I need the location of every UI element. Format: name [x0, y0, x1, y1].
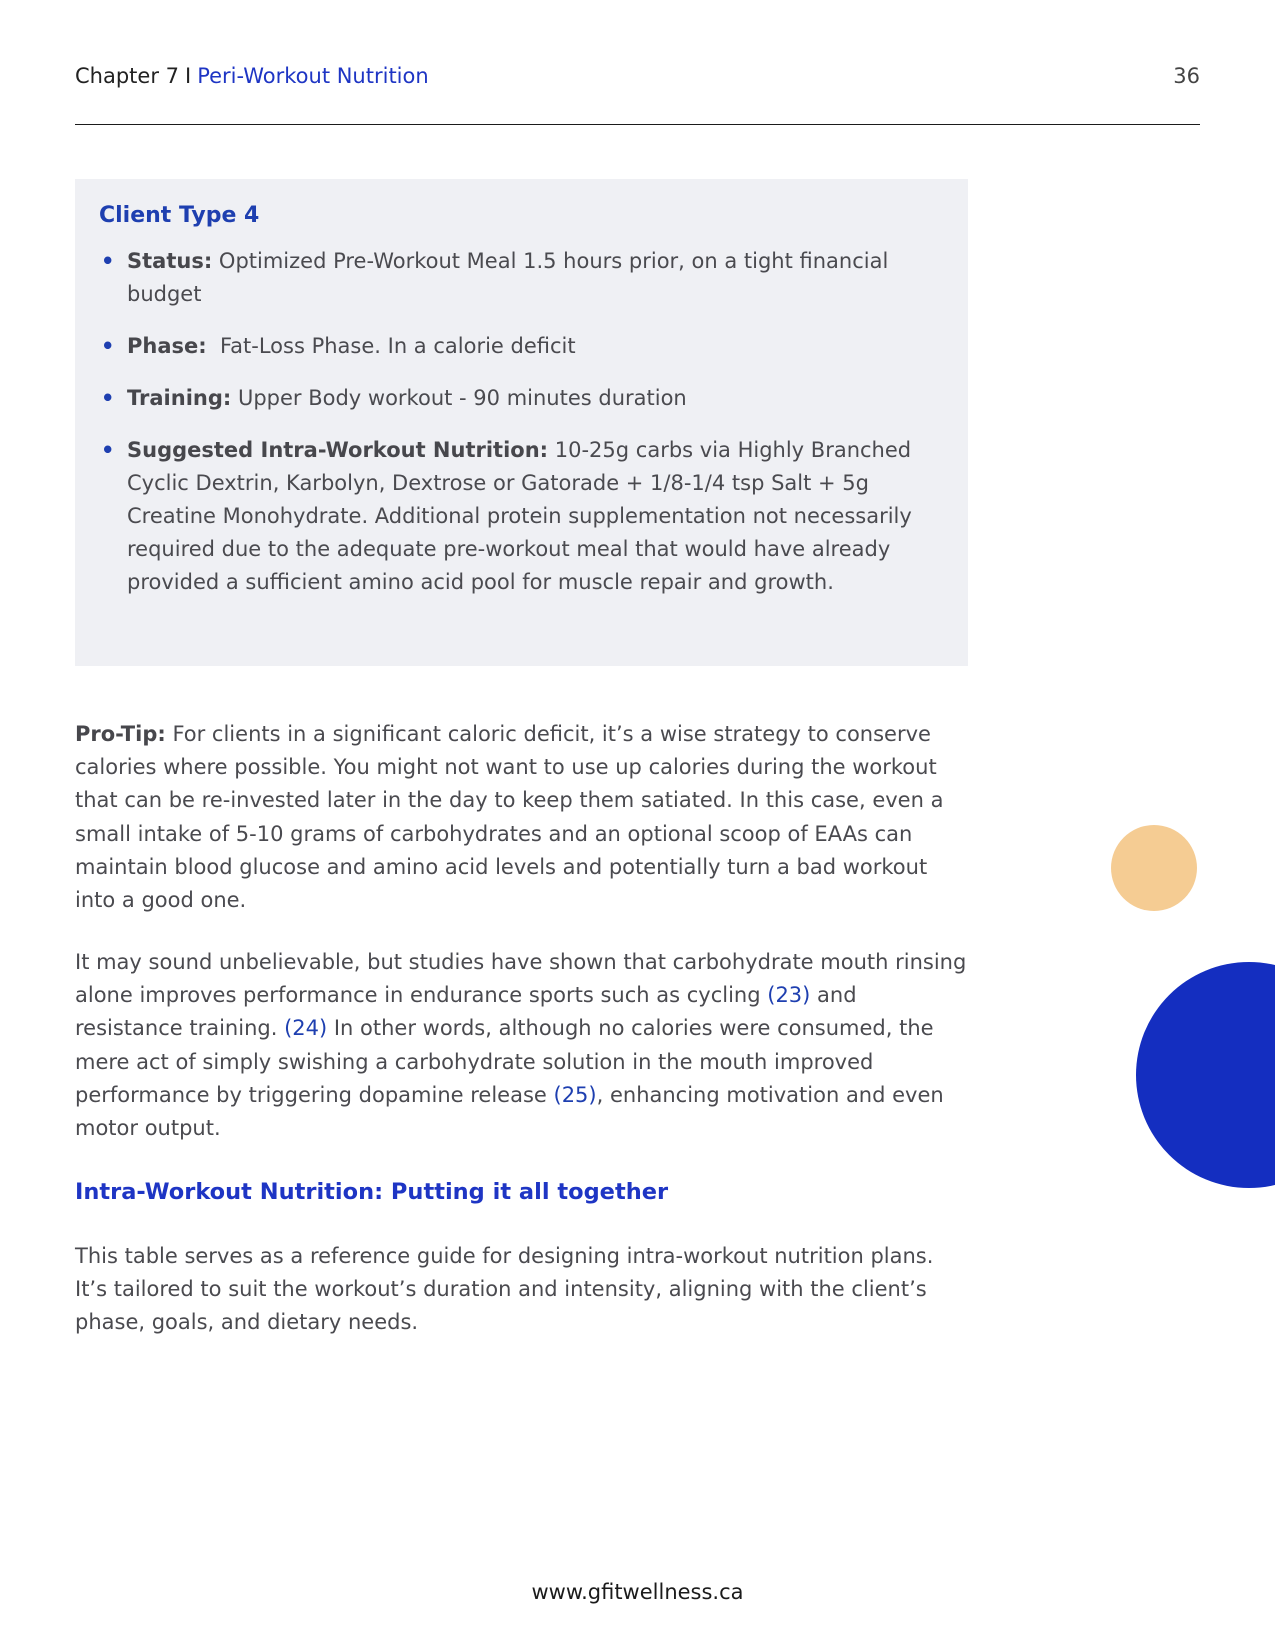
bullet-icon: • — [101, 334, 115, 358]
reference-link-23[interactable]: (23) — [767, 983, 811, 1008]
reference-link-25[interactable]: (25) — [553, 1082, 597, 1107]
list-item-status — [99, 245, 938, 311]
mouth-rinse-paragraph — [75, 946, 970, 1145]
mouth-rinse-text-1: It may sound unbelievable, but studies have shown that carbohydrate mouth rinsing alone improves performance in endurance sports such as cycling — [75, 950, 967, 1008]
decorative-orange-circle — [1111, 825, 1197, 911]
page-number: 36 — [1173, 64, 1200, 88]
bullet-icon: • — [101, 249, 115, 273]
chapter-breadcrumb — [75, 62, 429, 90]
table-intro-paragraph: This table serves as a reference guide for designing intra-workout nutrition plans. It’s tailored to suit the workout’s duration and intensity, aligning with the client’s phase, goals, and dietary needs. — [75, 1244, 934, 1335]
suggested-nutrition-label: Suggested Intra-Workout Nutrition: — [127, 438, 549, 462]
bullet-icon: • — [101, 438, 115, 462]
client-attribute-list — [99, 245, 938, 599]
client-type-box — [75, 179, 968, 666]
page-header — [75, 58, 1200, 125]
status-label: Status: — [127, 249, 213, 273]
client-type-title: Client Type 4 — [99, 203, 260, 228]
status-text: Optimized Pre-Workout Meal 1.5 hours prior, on a tight financial budget — [127, 249, 889, 306]
list-item-suggested-nutrition — [99, 434, 938, 599]
pro-tip-text: For clients in a significant caloric deficit, it’s a wise strategy to conserve calories where possible. You might not want to use up calories during the workout that can be re-invested later in the day to keep them satiated. In this case, even a small intake of 5-10 grams of carbohydrates and an optional scoop of EAAs can maintain blood glucose and amino acid levels and potentially turn a bad workout into a good one. — [75, 722, 944, 913]
mouth-rinse-text-3: In other words, although no calories were consumed, the mere act of simply swishing a carbohydrate solution in the mouth improved performance by triggering dopamine release — [75, 1016, 934, 1107]
bullet-icon: • — [101, 386, 115, 410]
chapter-name: Peri-Workout Nutrition — [197, 64, 429, 88]
suggested-nutrition-text: 10-25g carbs via Highly Branched Cyclic Dextrin, Karbolyn, Dextrose or Gatorade + 1/8-1/4 tsp Salt + 5g Creatine Monohydrate. Additional protein supplementation not necessarily required due to the adequate pre-workout meal that would have already provided a sufficient amino acid pool for muscle repair and growth. — [127, 438, 912, 594]
footer-website-url: www.gfitwellness.ca — [531, 1580, 744, 1604]
training-text: Upper Body workout - 90 minutes duration — [231, 386, 687, 410]
chapter-label: Chapter 7 — [75, 64, 179, 88]
reference-link-24[interactable]: (24) — [284, 1016, 328, 1041]
training-label: Training: — [127, 386, 232, 410]
list-item-training — [99, 382, 938, 415]
mouth-rinse-text-4: , enhancing motivation and even motor output. — [75, 1082, 944, 1141]
decorative-blue-circle — [1136, 962, 1275, 1188]
header-separator: I — [185, 64, 192, 88]
list-item-phase — [99, 330, 938, 363]
mouth-rinse-text-2: and resistance training. — [75, 983, 857, 1041]
phase-label: Phase: — [127, 334, 207, 358]
section-heading: Intra-Workout Nutrition: Putting it all together — [75, 1179, 669, 1205]
pro-tip-label: Pro-Tip: — [75, 722, 166, 746]
pro-tip-paragraph — [75, 718, 970, 917]
phase-text: Fat-Loss Phase. In a calorie deficit — [206, 334, 576, 358]
